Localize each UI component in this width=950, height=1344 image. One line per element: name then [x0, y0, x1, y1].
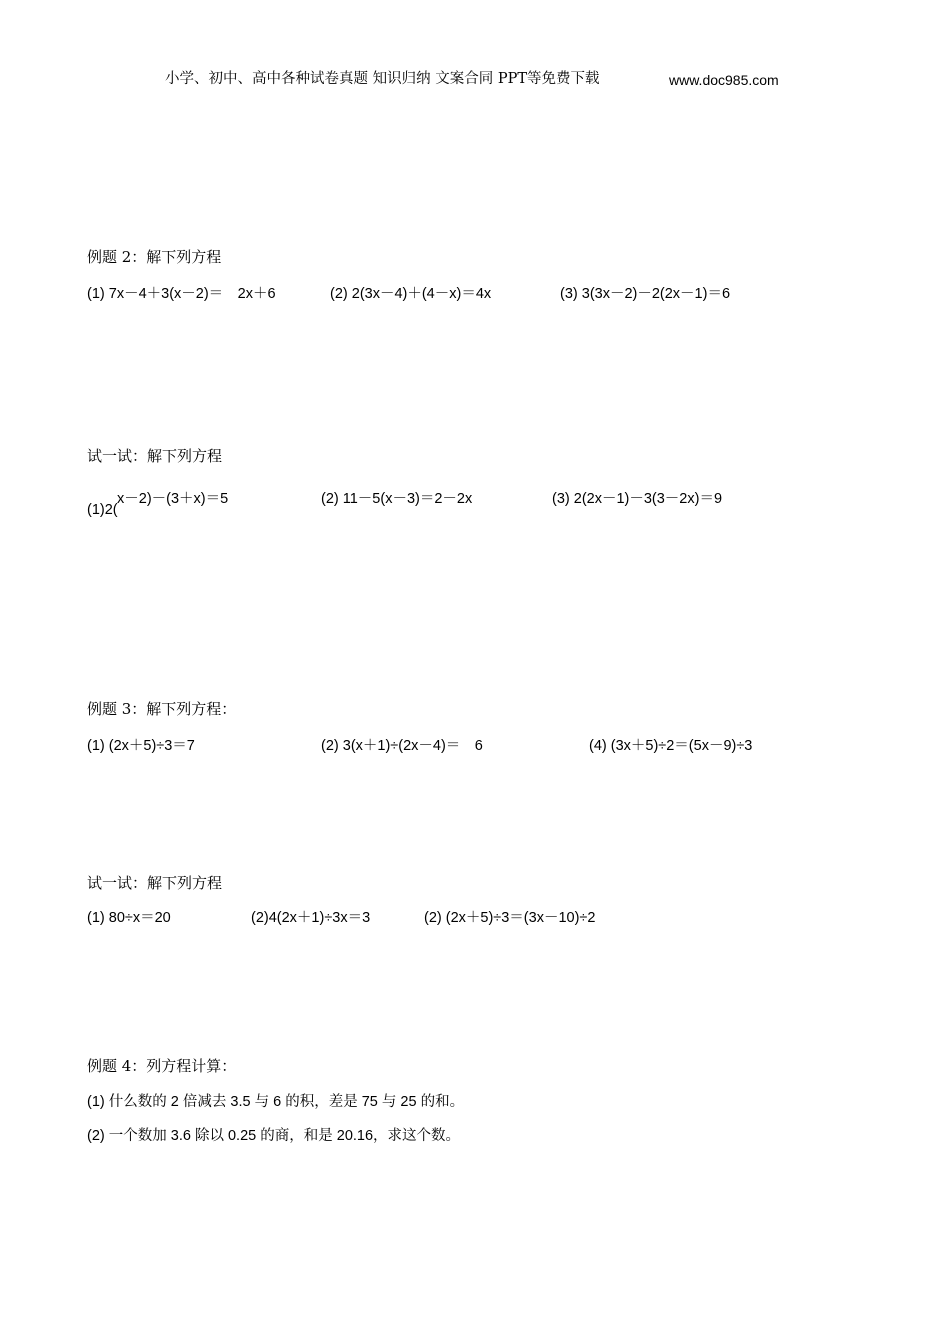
try2-equation-2: (2)4(2x＋1)÷3x＝3: [251, 910, 371, 926]
example3-equation-2: (2) 3(x＋1)÷(2x－4)＝ 6: [321, 738, 483, 754]
example3-equation-3: (4) (3x＋5)÷2＝(5x－9)÷3: [589, 738, 753, 754]
try1-equation-1: x－2)－(3＋x)＝5: [117, 491, 229, 507]
example4-question-1: (1) 什么数的 2 倍减去 3.5 与 6 的积，差是 75 与 25 的和。: [87, 1094, 465, 1110]
example3-heading: 例题 3：解下列方程：: [87, 700, 237, 718]
example2-equation-1: (1) 7x－4＋3(x－2)＝ 2x＋6: [87, 286, 276, 302]
try1-equation-3: (3) 2(2x－1)－3(3－2x)＝9: [552, 491, 723, 507]
header-title: 小学、初中、高中各种试卷真题 知识归纳 文案合同 PPT等免费下载: [165, 71, 600, 87]
example2-equation-3: (3) 3(3x－2)－2(2x－1)＝6: [560, 286, 731, 302]
example3-equation-1: (1) (2x＋5)÷3＝7: [87, 738, 195, 754]
example2-heading: 例题 2：解下列方程: [87, 248, 222, 266]
example2-equation-2: (2) 2(3x－4)＋(4－x)＝4x: [330, 286, 492, 302]
try1-equation-1-prefix: (1)2(: [87, 502, 118, 518]
try2-equation-1: (1) 80÷x＝20: [87, 910, 171, 926]
header-url[interactable]: www.doc985.com: [669, 72, 779, 88]
try1-equation-2: (2) 11－5(x－3)＝2－2x: [321, 491, 473, 507]
example4-heading: 例题 4：列方程计算：: [87, 1057, 237, 1075]
try2-heading: 试一试：解下列方程: [87, 874, 223, 892]
try2-equation-3: (2) (2x＋5)÷3＝(3x－10)÷2: [424, 910, 596, 926]
try1-heading: 试一试：解下列方程: [87, 447, 223, 465]
example4-question-2: (2) 一个数加 3.6 除以 0.25 的商，和是 20.16，求这个数。: [87, 1128, 461, 1144]
